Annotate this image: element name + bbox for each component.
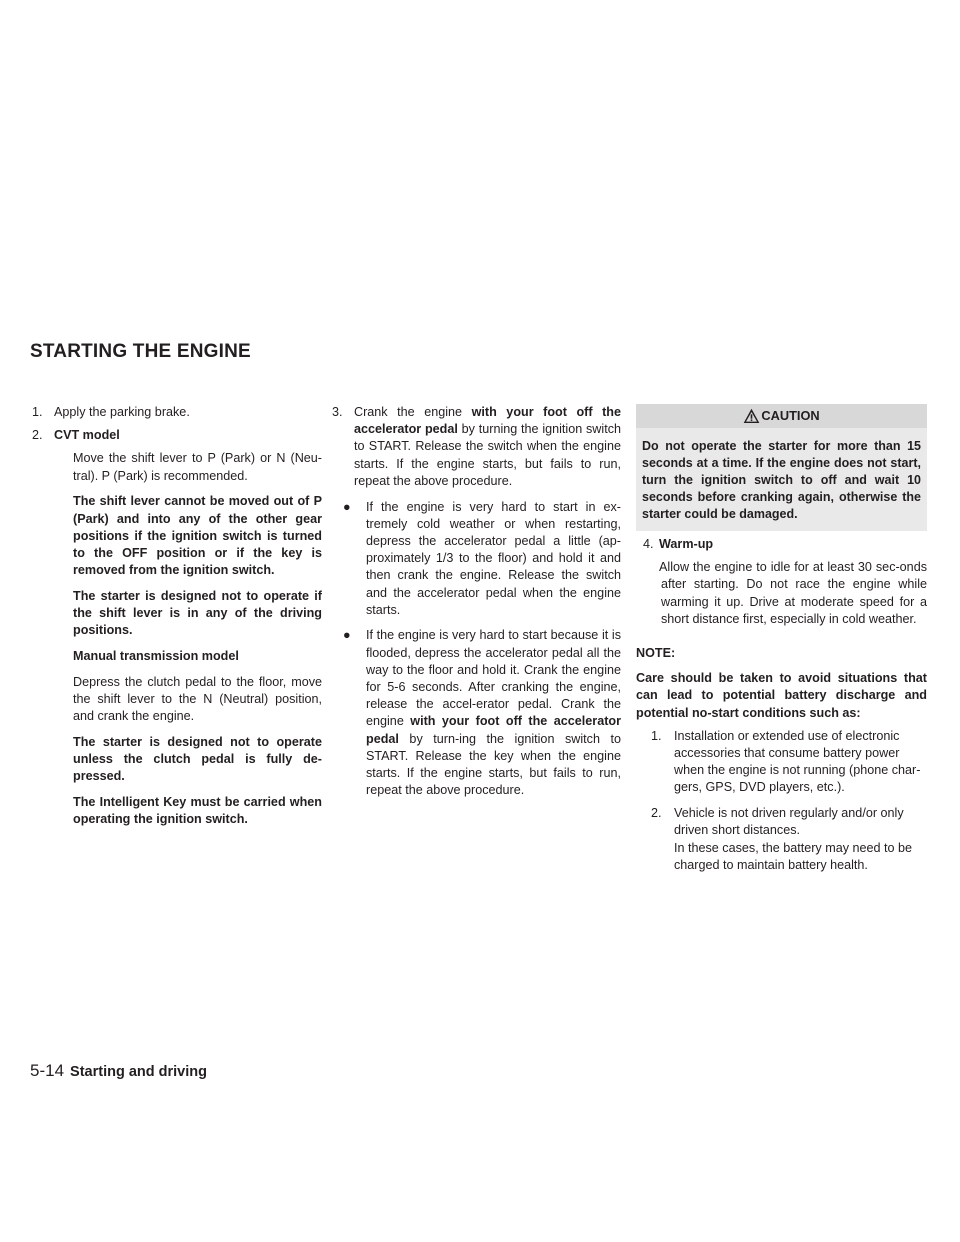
step-label: Warm-up [659,537,714,551]
cvt-warning-1: The shift lever cannot be moved out of P (Park) and into any of the other gear positions if the ignition switch is turned to the OFF position or if the key is removed from the ignition switch. [73,494,322,578]
key-warning: The Intelligent Key must be carried when operating the ignition switch. [73,794,322,827]
step-text: Apply the parking brake. [54,405,190,419]
bullet-text-pre: If the engine is very hard to start because it is flooded, depress the accelerator pedal all the way to the floor and hold it. Crank the engine for 5-6 seconds. After cranking the engine, release the accel-erator pedal. Crank the engine [366,628,621,729]
bullet-item-1 [332,499,621,619]
note-item-2-followup: In these cases, the battery may need to be charged to maintain battery health. [674,840,913,872]
note-item-text: Vehicle is not driven regularly and/or only driven short distances. [674,806,904,838]
note-item-2 [636,805,927,874]
note-item-1 [636,728,927,797]
caution-label: CAUTION [761,408,820,423]
warning-triangle-icon [743,408,760,424]
step-1 [31,404,322,421]
bullet-item-2 [332,627,621,799]
caution-text: Do not operate the starter for more than 15 seconds at a time. If the engine does not start, turn the ignition switch to off and wait 10 seconds before cranking again, otherwise the starter could be damaged. [636,428,927,531]
cvt-text: Move the shift lever to P (Park) or N (Neu-tral). P (Park) is recommended. [73,451,322,483]
page-number: 5-14 [30,1061,65,1080]
step-2-body [31,450,322,828]
step-number: 3. [332,405,343,419]
cvt-warning-2: The starter is designed not to operate if the shift lever is in any of the driving positions. [73,588,322,638]
chapter-title: Starting and driving [70,1064,207,1080]
step-label: CVT model [54,428,120,443]
step-text-pre: Crank the engine [354,405,472,419]
mt-warning: The starter is designed not to operate unless the clutch pedal is fully de-pressed. [73,734,322,784]
bullet-icon: ● [343,628,351,643]
step-text-post: by turning the ignition switch to START. Release the switch when the engine starts. If the engine starts, but fails to run, repeat the above procedure. [354,422,621,488]
step-number: 4. [643,537,654,551]
step-4 [636,536,927,553]
warmup-text: Allow the engine to idle for at least 30 sec-onds after starting. Do not race the engine while warming it up. Drive at moderate speed for a short distance first, especially in cold weather. [659,560,927,626]
column-middle [332,404,621,799]
page-footer [30,1062,207,1081]
mt-label: Manual transmission model [73,648,239,663]
step-number: 2. [32,428,43,443]
note-item-number: 1. [651,728,662,743]
note-item-number: 2. [651,806,662,821]
caution-header [636,404,927,428]
caution-box [636,404,927,531]
note-item-text: Installation or extended use of electronic accessories that consume battery power when the engine is not running (phone char-gers, GPS, DVD players, etc.). [674,728,921,795]
note-label: NOTE: [636,646,676,661]
section-title: STARTING THE ENGINE [30,341,251,362]
step-3 [332,404,621,490]
step-2 [31,427,322,444]
bullet-icon: ● [343,499,351,514]
column-left [31,404,322,828]
step-number: 1. [32,405,43,419]
bullet-text: If the engine is very hard to start in ex-tremely cold weather or when restarting, depress the accelerator pedal a little (ap-proximately 1/3 to the floor) and hold it and then crank the engine. Release the switch and the accelerator pedal when the engine starts. [366,499,621,617]
step-text-bold: with your foot off the accelerator pedal [354,405,621,437]
column-right [636,404,927,874]
bullet-text-post: by turn-ing the ignition switch to START. Release the key when the engine starts. If the engine starts, but fails to run, repeat the above procedure. [366,731,621,798]
note-text: Care should be taken to avoid situations that can lead to potential battery discharge and potential no-start conditions such as: [636,671,927,720]
bullet-text-bold: with your foot off the accelerator pedal [366,714,621,746]
mt-text: Depress the clutch pedal to the floor, move the shift lever to the N (Neutral) position, and crank the engine. [73,674,322,724]
